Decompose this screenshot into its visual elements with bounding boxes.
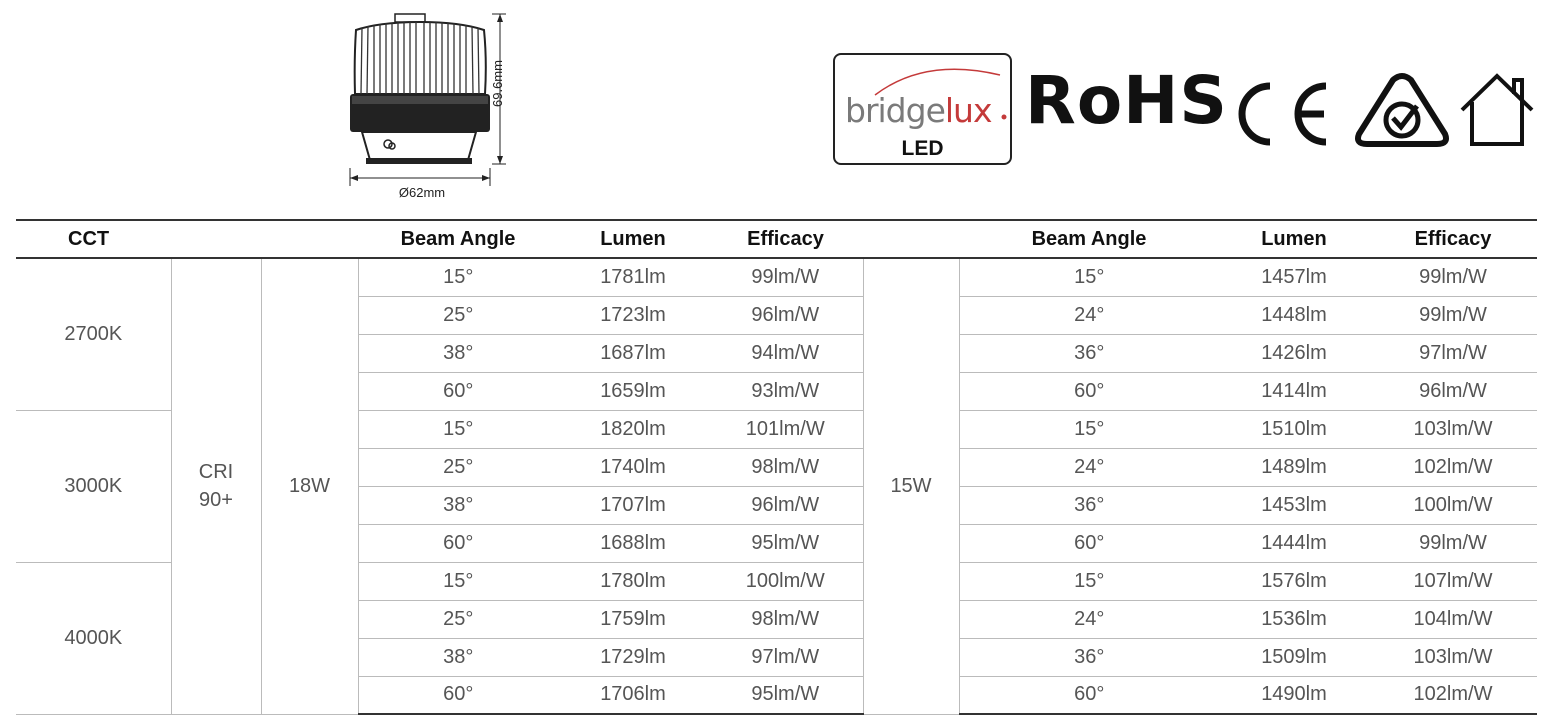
lumen-a: 1659lm (558, 372, 708, 410)
efficacy-a: 100lm/W (708, 562, 863, 600)
header-efficacy-a: Efficacy (708, 220, 863, 258)
beam-angle-a: 15° (358, 410, 558, 448)
efficacy-a: 99lm/W (708, 258, 863, 296)
header-lumen-b: Lumen (1219, 220, 1369, 258)
lumen-a: 1706lm (558, 676, 708, 714)
efficacy-a: 98lm/W (708, 448, 863, 486)
product-dimension-drawing (340, 10, 540, 205)
bridgelux-led-badge (833, 53, 1012, 165)
efficacy-a: 94lm/W (708, 334, 863, 372)
spec-table (16, 219, 1537, 715)
efficacy-b: 103lm/W (1369, 638, 1537, 676)
beam-angle-b: 36° (959, 486, 1219, 524)
cct-value: 3000K (16, 410, 171, 562)
beam-angle-b: 24° (959, 296, 1219, 334)
header-beam-angle-b: Beam Angle (959, 220, 1219, 258)
beam-angle-b: 15° (959, 562, 1219, 600)
efficacy-b: 97lm/W (1369, 334, 1537, 372)
bridgelux-wordmark (845, 91, 992, 130)
lumen-b: 1509lm (1219, 638, 1369, 676)
lumen-a: 1723lm (558, 296, 708, 334)
lumen-a: 1740lm (558, 448, 708, 486)
beam-angle-a: 38° (358, 334, 558, 372)
brand-accent: lux (944, 91, 992, 130)
efficacy-a: 98lm/W (708, 600, 863, 638)
table-body (16, 258, 1537, 714)
lumen-a: 1688lm (558, 524, 708, 562)
rcm-mark-icon (1353, 72, 1451, 150)
efficacy-b: 99lm/W (1369, 258, 1537, 296)
beam-angle-a: 25° (358, 448, 558, 486)
beam-angle-b: 15° (959, 410, 1219, 448)
brand-main: bridge (845, 91, 945, 130)
lumen-b: 1453lm (1219, 486, 1369, 524)
efficacy-b: 107lm/W (1369, 562, 1537, 600)
height-dimension-label: 69.6mm (490, 60, 505, 107)
house-icon (1458, 72, 1536, 148)
cct-value: 2700K (16, 258, 171, 410)
lumen-b: 1457lm (1219, 258, 1369, 296)
ce-mark-icon (1236, 80, 1336, 148)
lumen-b: 1426lm (1219, 334, 1369, 372)
header-efficacy-b: Efficacy (1369, 220, 1537, 258)
lumen-a: 1707lm (558, 486, 708, 524)
header-blank (863, 220, 959, 258)
beam-angle-a: 15° (358, 562, 558, 600)
beam-angle-a: 25° (358, 296, 558, 334)
efficacy-a: 95lm/W (708, 676, 863, 714)
beam-angle-a: 15° (358, 258, 558, 296)
beam-angle-a: 38° (358, 486, 558, 524)
beam-angle-b: 24° (959, 600, 1219, 638)
table-row (16, 258, 1537, 296)
beam-angle-b: 60° (959, 524, 1219, 562)
lumen-b: 1490lm (1219, 676, 1369, 714)
cct-value: 4000K (16, 562, 171, 714)
bridgelux-led-label: LED (901, 137, 944, 160)
efficacy-a: 96lm/W (708, 486, 863, 524)
efficacy-b: 96lm/W (1369, 372, 1537, 410)
beam-angle-a: 60° (358, 524, 558, 562)
cri-value (171, 258, 261, 714)
efficacy-a: 101lm/W (708, 410, 863, 448)
efficacy-a: 97lm/W (708, 638, 863, 676)
lumen-a: 1781lm (558, 258, 708, 296)
lumen-b: 1444lm (1219, 524, 1369, 562)
beam-angle-b: 15° (959, 258, 1219, 296)
efficacy-b: 104lm/W (1369, 600, 1537, 638)
efficacy-b: 99lm/W (1369, 524, 1537, 562)
efficacy-b: 102lm/W (1369, 448, 1537, 486)
efficacy-b: 100lm/W (1369, 486, 1537, 524)
lumen-b: 1536lm (1219, 600, 1369, 638)
efficacy-b: 102lm/W (1369, 676, 1537, 714)
beam-angle-a: 38° (358, 638, 558, 676)
lumen-b: 1414lm (1219, 372, 1369, 410)
beam-angle-b: 60° (959, 372, 1219, 410)
cri-line-2: 90+ (199, 489, 233, 512)
lumen-b: 1510lm (1219, 410, 1369, 448)
beam-angle-b: 60° (959, 676, 1219, 714)
downlight-module-icon (340, 10, 540, 205)
lumen-a: 1759lm (558, 600, 708, 638)
beam-angle-b: 24° (959, 448, 1219, 486)
lumen-a: 1820lm (558, 410, 708, 448)
diameter-dimension-label: Ø62mm (398, 185, 446, 200)
lumen-b: 1489lm (1219, 448, 1369, 486)
efficacy-a: 95lm/W (708, 524, 863, 562)
lumen-a: 1687lm (558, 334, 708, 372)
efficacy-a: 96lm/W (708, 296, 863, 334)
beam-angle-a: 25° (358, 600, 558, 638)
header-blank (171, 220, 261, 258)
beam-angle-a: 60° (358, 676, 558, 714)
cri-line-1: CRI (198, 461, 234, 484)
beam-angle-a: 60° (358, 372, 558, 410)
power-a-value: 18W (261, 258, 358, 714)
rohs-mark: RoHS (1025, 62, 1228, 139)
header-cct: CCT (16, 220, 171, 258)
lumen-b: 1576lm (1219, 562, 1369, 600)
lumen-b: 1448lm (1219, 296, 1369, 334)
efficacy-b: 99lm/W (1369, 296, 1537, 334)
header-lumen-a: Lumen (558, 220, 708, 258)
beam-angle-b: 36° (959, 334, 1219, 372)
efficacy-a: 93lm/W (708, 372, 863, 410)
header-beam-angle-a: Beam Angle (358, 220, 558, 258)
lumen-a: 1780lm (558, 562, 708, 600)
beam-angle-b: 36° (959, 638, 1219, 676)
table-header-row (16, 220, 1537, 258)
power-b-value: 15W (863, 258, 959, 714)
efficacy-b: 103lm/W (1369, 410, 1537, 448)
header-blank (261, 220, 358, 258)
lumen-a: 1729lm (558, 638, 708, 676)
